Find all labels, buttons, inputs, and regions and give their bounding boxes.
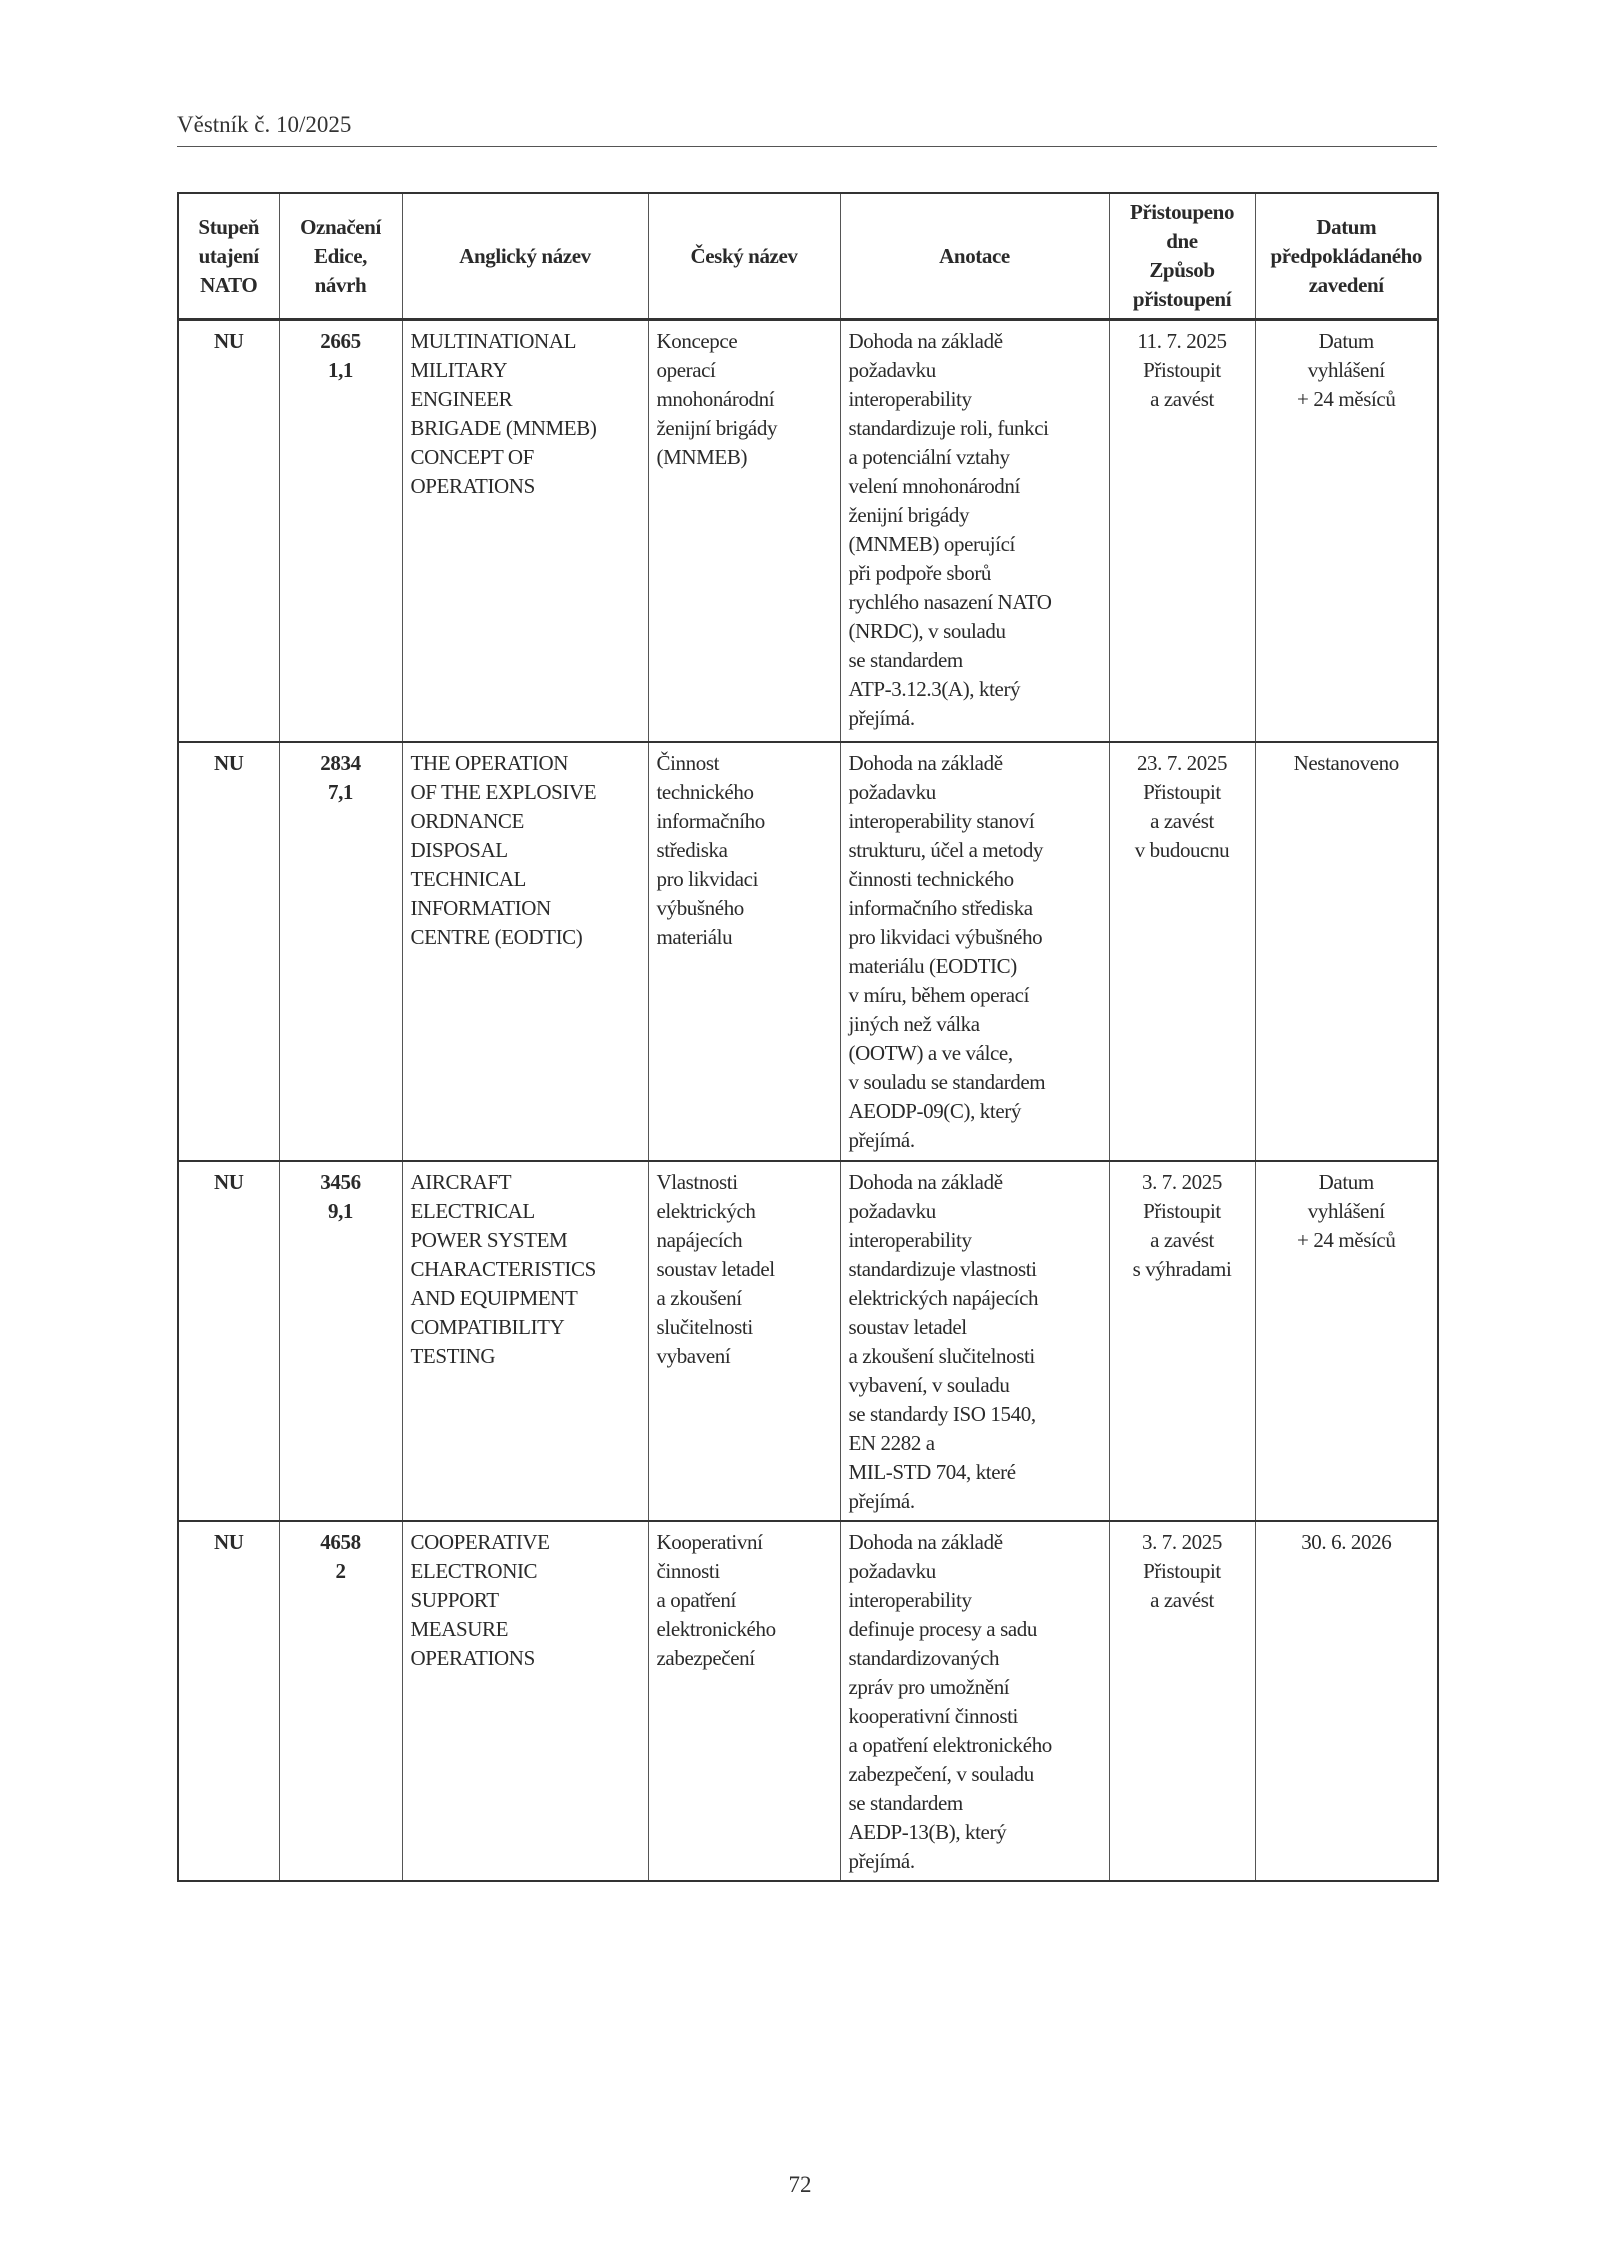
english-title-cell: MULTINATIONAL MILITARY ENGINEER BRIGADE (MNMEB) CONCEPT OF OPERATIONS <box>402 320 648 742</box>
implementation-date-cell: Nestanoveno <box>1255 742 1438 1161</box>
accession-cell: 11. 7. 2025 Přistoupit a zavést <box>1109 320 1255 742</box>
accession-cell: 23. 7. 2025 Přistoupit a zavést v budoucnu <box>1109 742 1255 1161</box>
implementation-date-cell: Datum vyhlášení + 24 měsíců <box>1255 1161 1438 1521</box>
header-accession: Přistoupeno dne Způsob přistoupení <box>1109 193 1255 320</box>
classification-cell: NU <box>178 320 279 742</box>
accession-cell: 3. 7. 2025 Přistoupit a zavést s výhradami <box>1109 1161 1255 1521</box>
designation-cell: 2834 7,1 <box>279 742 402 1161</box>
implementation-date-cell: Datum vyhlášení + 24 měsíců <box>1255 320 1438 742</box>
table-header-row <box>178 193 1438 320</box>
czech-title-cell: Vlastnosti elektrických napájecích soustav letadel a zkoušení slučitelnosti vybavení <box>648 1161 840 1521</box>
designation-cell: 3456 9,1 <box>279 1161 402 1521</box>
designation-cell: 4658 2 <box>279 1521 402 1881</box>
czech-title-cell: Činnost technického informačního střediska pro likvidaci výbušného materiálu <box>648 742 840 1161</box>
page-number: 72 <box>788 2172 812 2197</box>
header-classification: Stupeň utajení NATO <box>178 193 279 320</box>
table-row <box>178 1521 1438 1881</box>
designation-cell: 2665 1,1 <box>279 320 402 742</box>
english-title-cell: COOPERATIVE ELECTRONIC SUPPORT MEASURE OPERATIONS <box>402 1521 648 1881</box>
implementation-date-cell: 30. 6. 2026 <box>1255 1521 1438 1881</box>
table-row <box>178 1161 1438 1521</box>
accession-cell: 3. 7. 2025 Přistoupit a zavést <box>1109 1521 1255 1881</box>
annotation-cell: Dohoda na základě požadavku interoperability definuje procesy a sadu standardizovaných zpráv pro umožnění kooperativní činnosti a opatření elektronického zabezpečení, v souladu se standardem AEDP-13(B), který přejímá. <box>840 1521 1109 1881</box>
header-czech-title: Český název <box>648 193 840 320</box>
header-designation: Označení Edice, návrh <box>279 193 402 320</box>
annotation-cell: Dohoda na základě požadavku interoperability standardizuje vlastnosti elektrických napájecích soustav letadel a zkoušení slučitelnosti vybavení, v souladu se standardy ISO 1540, EN 2282 a MIL-STD 704, které přejímá. <box>840 1161 1109 1521</box>
annotation-cell: Dohoda na základě požadavku interoperability stanoví strukturu, účel a metody činnosti technického informačního střediska pro likvidaci výbušného materiálu (EODTIC) v míru, během operací jiných než válka (OOTW) a ve válce, v souladu se standardem AEODP-09(C), který přejímá. <box>840 742 1109 1161</box>
table-row <box>178 742 1438 1161</box>
header-english-title: Anglický název <box>402 193 648 320</box>
classification-cell: NU <box>178 1161 279 1521</box>
header-rule <box>177 146 1437 147</box>
english-title-cell: THE OPERATION OF THE EXPLOSIVE ORDNANCE DISPOSAL TECHNICAL INFORMATION CENTRE (EODTIC) <box>402 742 648 1161</box>
standards-table <box>177 192 1439 1882</box>
czech-title-cell: Kooperativní činnosti a opatření elektronického zabezpečení <box>648 1521 840 1881</box>
table-row <box>178 320 1438 742</box>
classification-cell: NU <box>178 1521 279 1881</box>
annotation-cell: Dohoda na základě požadavku interoperability standardizuje roli, funkci a potenciální vztahy velení mnohonárodní ženijní brigády (MNMEB) operující při podpoře sborů rychlého nasazení NATO (NRDC), v souladu se standardem ATP-3.12.3(A), který přejímá. <box>840 320 1109 742</box>
classification-cell: NU <box>178 742 279 1161</box>
czech-title-cell: Koncepce operací mnohonárodní ženijní brigády (MNMEB) <box>648 320 840 742</box>
running-head: Věstník č. 10/2025 <box>177 112 352 137</box>
header-implementation-date: Datum předpokládaného zavedení <box>1255 193 1438 320</box>
header-annotation: Anotace <box>840 193 1109 320</box>
english-title-cell: AIRCRAFT ELECTRICAL POWER SYSTEM CHARACTERISTICS AND EQUIPMENT COMPATIBILITY TESTING <box>402 1161 648 1521</box>
